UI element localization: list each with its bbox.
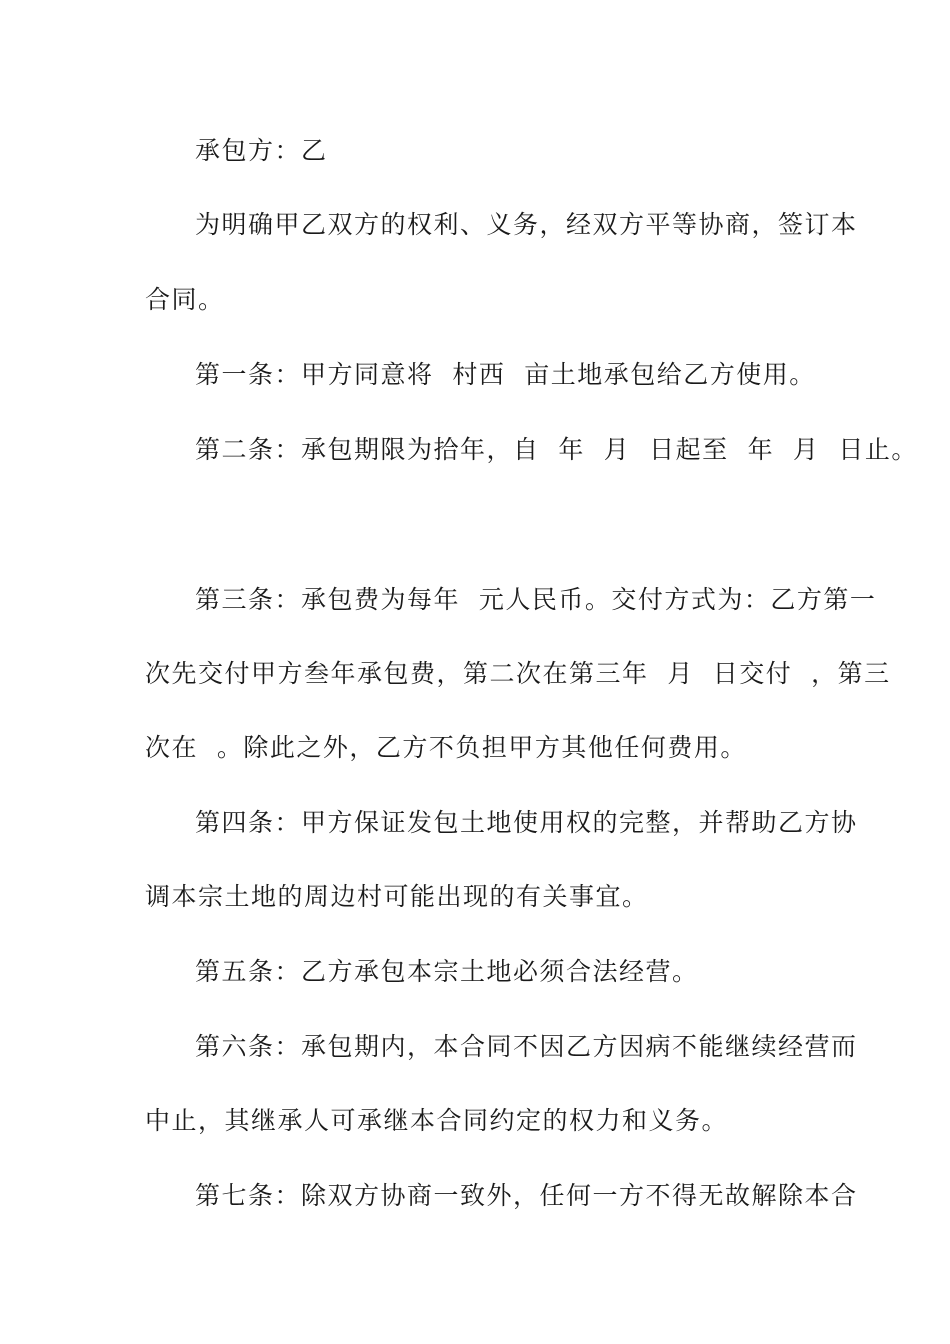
article-3-line-2: 次先交付甲方叁年承包费，第二次在第三年 月 日交付 ，第三 bbox=[145, 659, 891, 688]
article-6-line-1: 第六条：承包期内，本合同不因乙方因病不能继续经营而 bbox=[195, 1032, 858, 1061]
article-3-line-1: 第三条：承包费为每年 元人民币。交付方式为：乙方第一 bbox=[195, 585, 877, 614]
article-3-line-3: 次在 。除此之外，乙方不负担甲方其他任何费用。 bbox=[145, 733, 747, 762]
preamble-line-2: 合同。 bbox=[145, 285, 225, 314]
article-5-line: 第五条：乙方承包本宗土地必须合法经营。 bbox=[195, 957, 699, 986]
article-4-line-1: 第四条：甲方保证发包土地使用权的完整，并帮助乙方协 bbox=[195, 808, 858, 837]
contractor-party-line: 承包方：乙 bbox=[195, 136, 328, 165]
article-6-line-2: 中止，其继承人可承继本合同约定的权力和义务。 bbox=[145, 1106, 729, 1135]
article-7-line-1: 第七条：除双方协商一致外，任何一方不得无故解除本合 bbox=[195, 1181, 858, 1210]
article-4-line-2: 调本宗土地的周边村可能出现的有关事宜。 bbox=[145, 882, 649, 911]
article-1-line: 第一条：甲方同意将 村西 亩土地承包给乙方使用。 bbox=[195, 360, 816, 389]
preamble-line-1: 为明确甲乙双方的权利、义务，经双方平等协商，签订本 bbox=[195, 210, 858, 239]
article-2-line: 第二条：承包期限为拾年，自 年 月 日起至 年 月 日止。 bbox=[195, 435, 918, 464]
